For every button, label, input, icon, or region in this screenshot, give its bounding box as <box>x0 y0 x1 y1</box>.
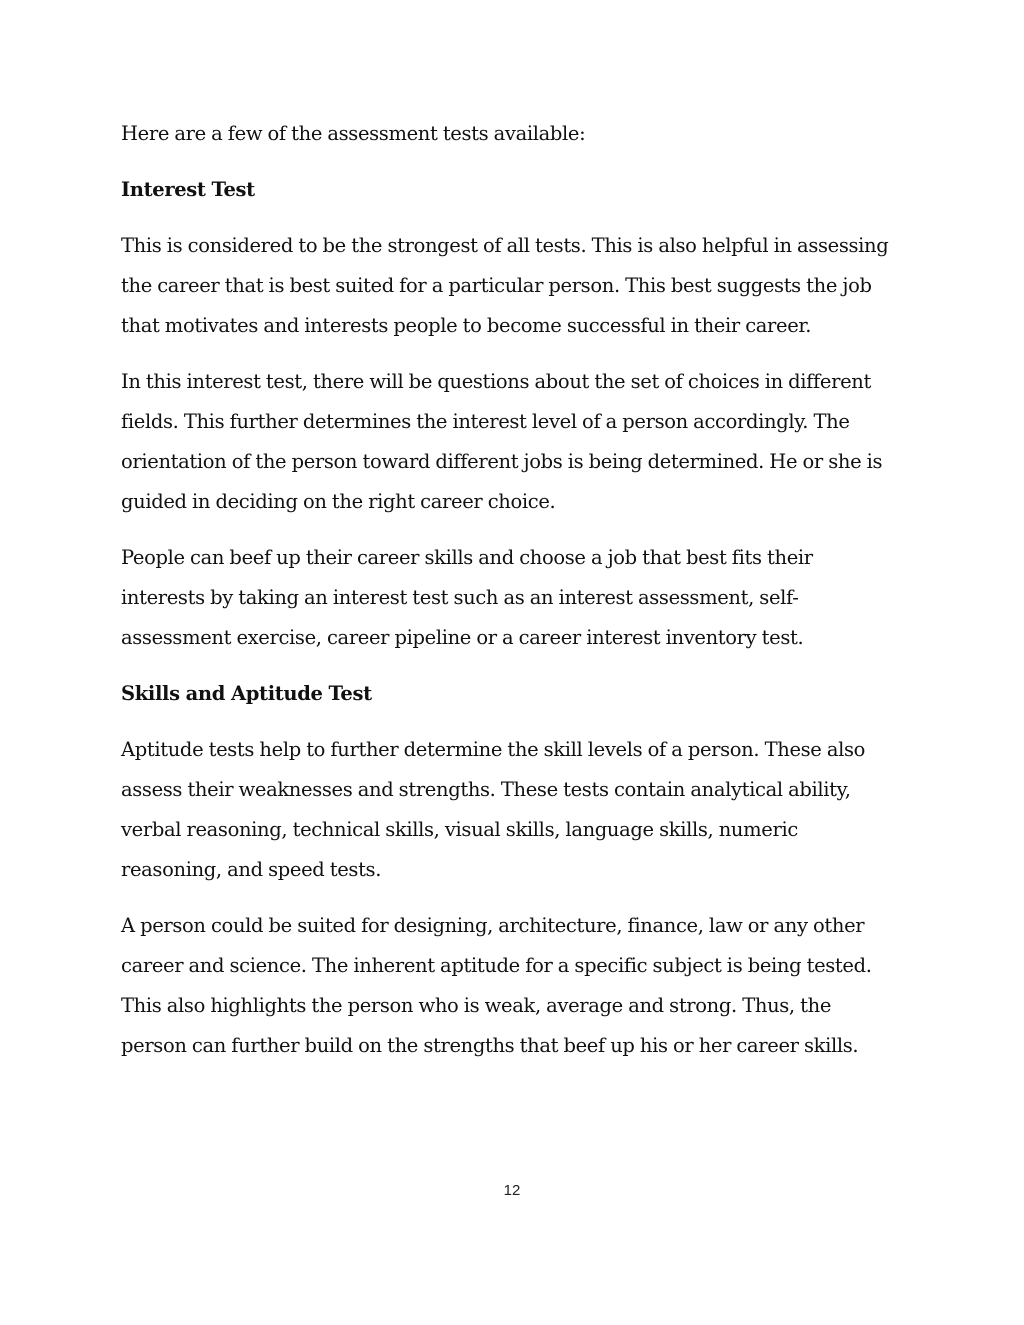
interest-paragraph-3: People can beef up their career skills and choose a job that best fits their interests by taking an interest test such as an interest assessment, self-assessment exercise, career pipeline or a career interest inventory test. <box>121 546 813 649</box>
interest-paragraph-2: In this interest test, there will be questions about the set of choices in different fields. This further determines the interest level of a person accordingly. The orientation of the person toward different jobs is being determined. He or she is guided in deciding on the right career choice. <box>121 370 883 513</box>
intro-paragraph: Here are a few of the assessment tests available: <box>121 122 586 145</box>
aptitude-paragraph-2: A person could be suited for designing, architecture, finance, law or any other career and science. The inherent aptitude for a specific subject is being tested. This also highlights the person who is weak, average and strong. Thus, the person can further build on the strengths that beef up his or her career skills. <box>121 914 872 1057</box>
heading-skills-aptitude-test: Skills and Aptitude Test <box>121 682 372 705</box>
heading-interest-test: Interest Test <box>121 178 255 201</box>
interest-paragraph-1: This is considered to be the strongest of all tests. This is also helpful in assessing the career that is best suited for a particular person. This best suggests the job that motivates and interests people to become successful in their career. <box>121 234 889 337</box>
body-text <box>121 114 901 1082</box>
aptitude-paragraph-1: Aptitude tests help to further determine the skill levels of a person. These also assess their weaknesses and strengths. These tests contain analytical ability, verbal reasoning, technical skills, visual skills, language skills, numeric reasoning, and speed tests. <box>121 738 866 881</box>
page-number: 12 <box>503 1182 521 1199</box>
